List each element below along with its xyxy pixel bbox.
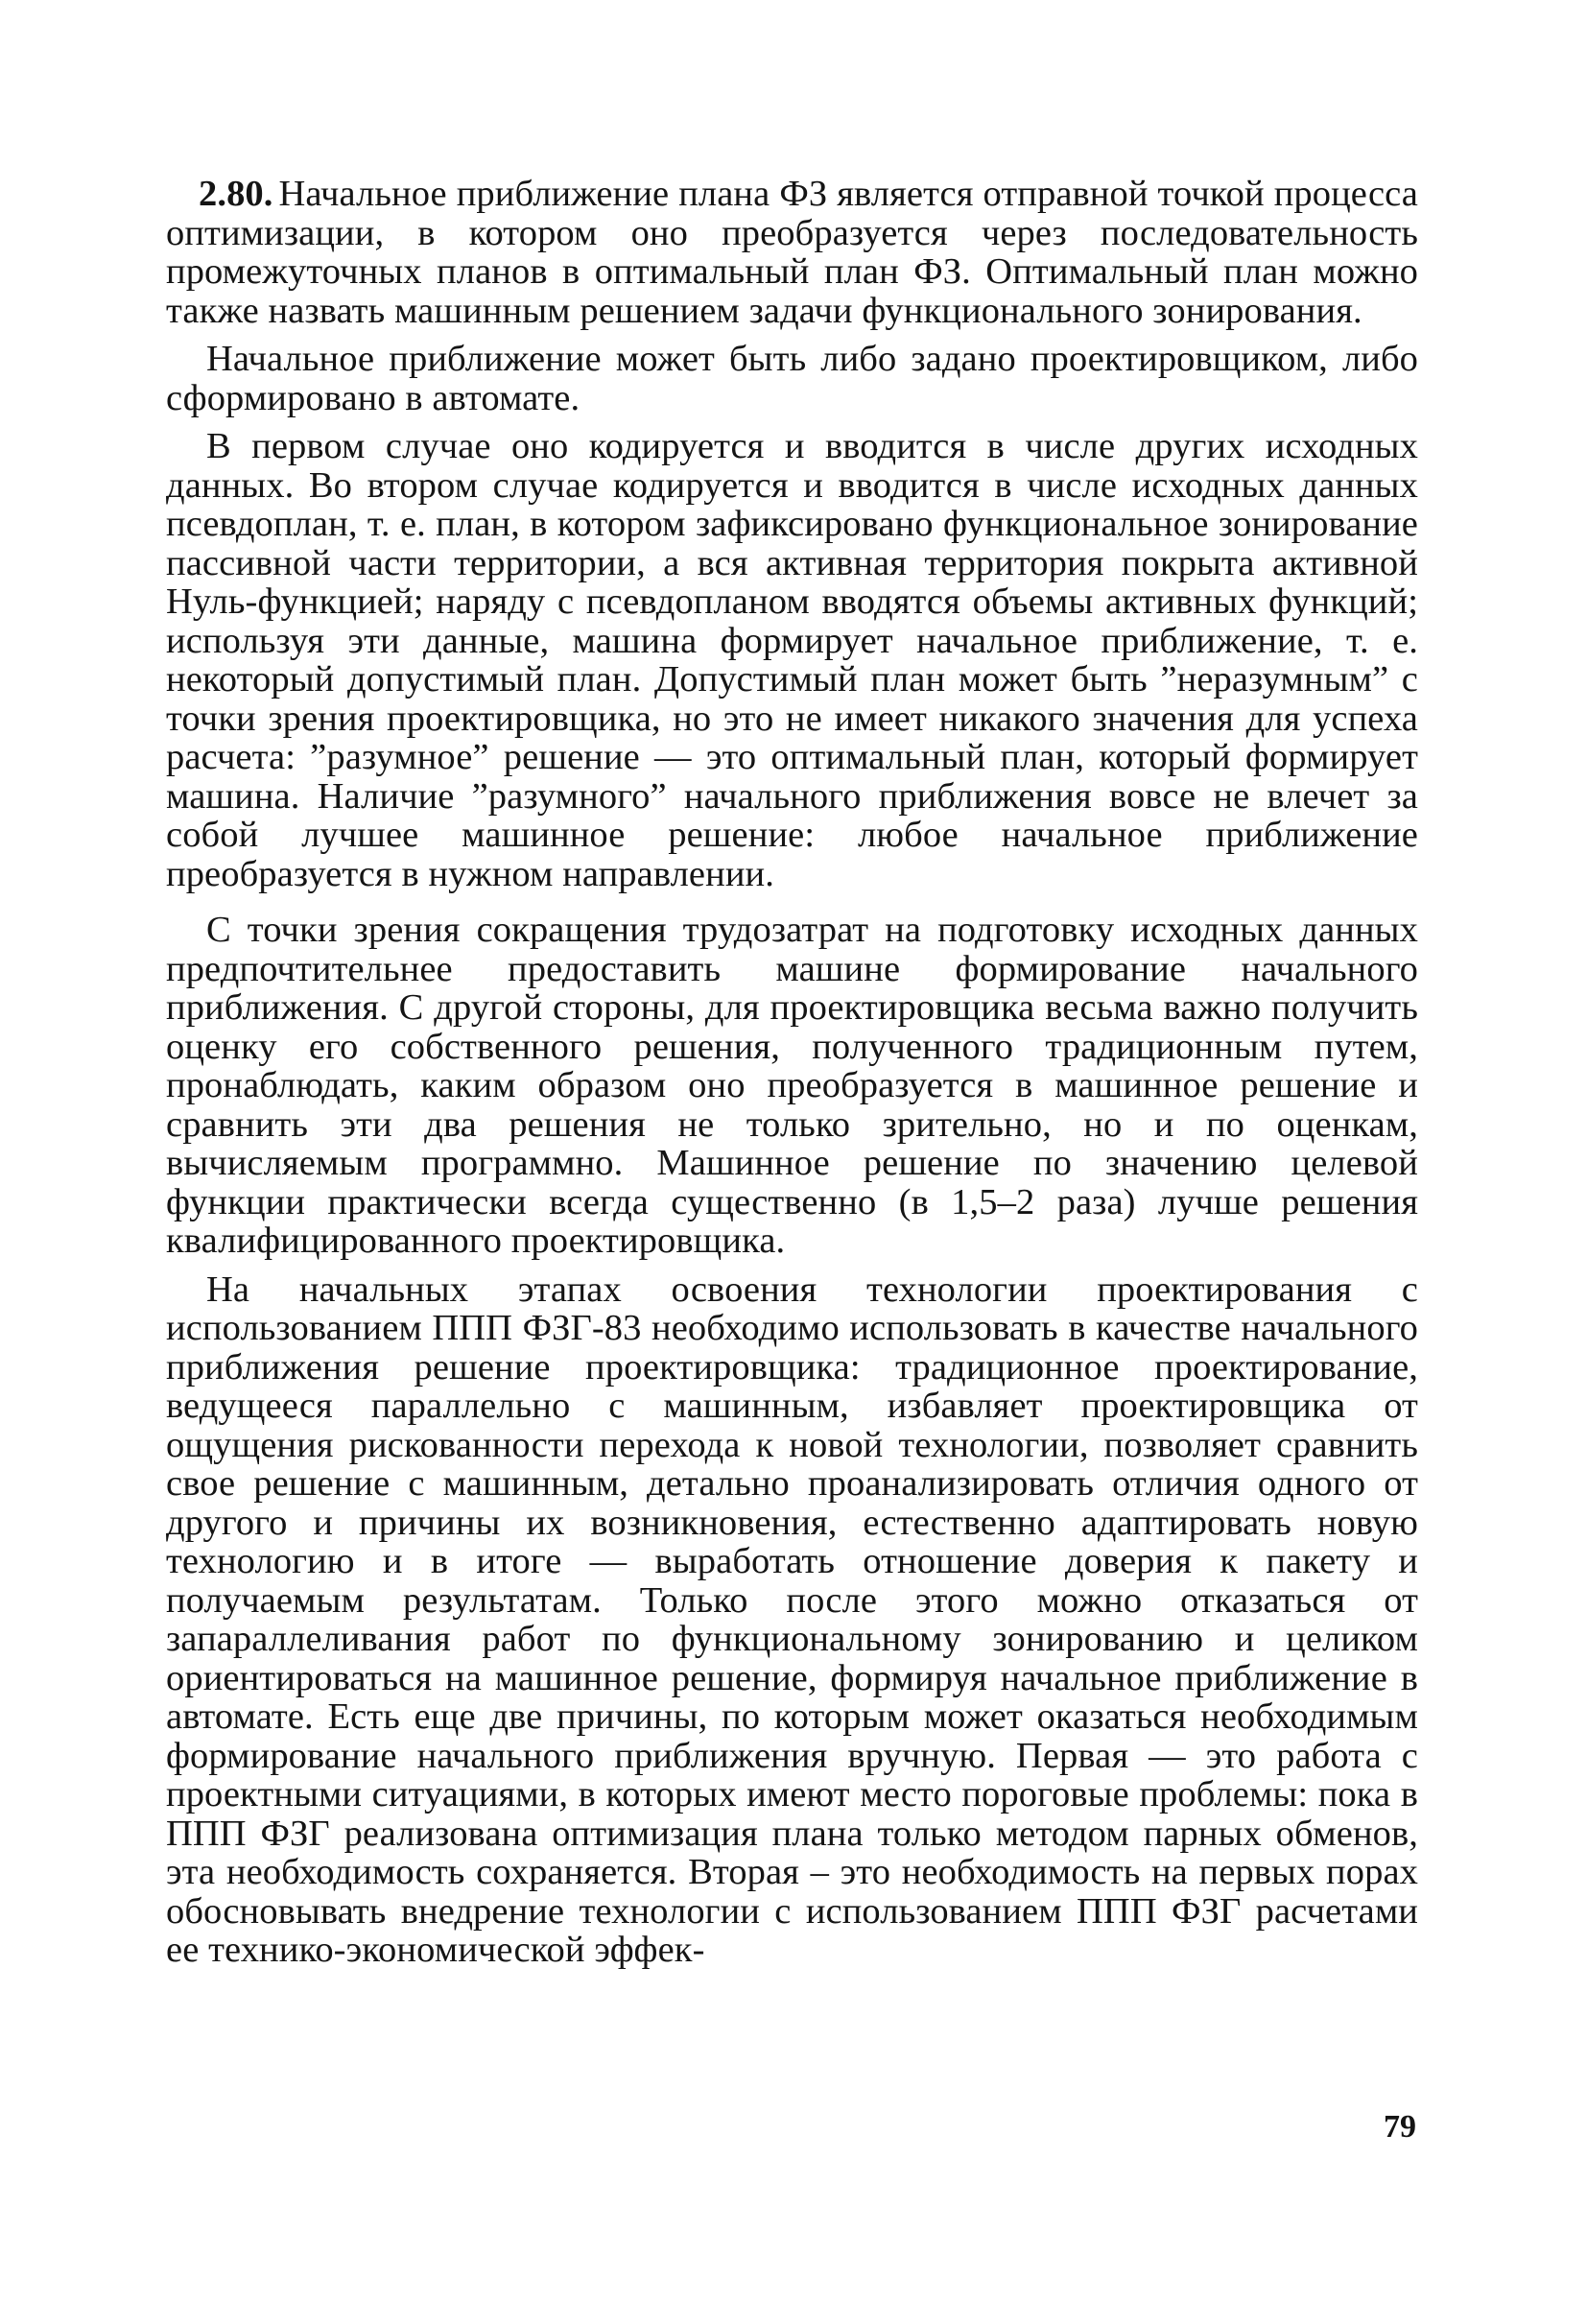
paragraph-3: В первом случае оно кодируется и вводится в числе других исходных данных. Во втором случае кодируется и вводится в числе исходных данных псевдоплан, т. е. план, в котором зафиксировано функциональное зонирование пассивной части территории, а вся активная территория покрыта активной Нуль-функцией; наряду с псевдопланом вводятся объемы активных функций; используя эти данные, машина формирует начальное приближение, т. е. некоторый допустимый план. Допустимый план может быть ”неразумным” с точки зрения проектировщика, но это не имеет никакого значения для успеха расчета: ”разумное” решение — это оптимальный план, который формирует машина. Наличие ”разумного” начального приближения вовсе не влечет за собой лучшее машинное решение: любое начальное приближение преобразуется в нужном направлении. [166,426,1418,894]
paragraph-1 [166,175,1418,330]
page-number: 79 [1384,2109,1416,2145]
paragraph-5: На начальных этапах освоения технологии проектирования с использованием ППП ФЗГ-83 необходимо использовать в качестве начального приближения решение проектировщика: традиционное проектирование, ведущееся параллельно с машинным, избавляет проектировщика от ощущения рискованности перехода к новой технологии, позволяет сравнить свое решение с машинным, детально проанализировать отличия одного от другого и причины их возникновения, естественно адаптировать новую технологию и в итоге — выработать отношение доверия к пакету и получаемым результатам. Только после этого можно отказаться от запараллеливания работ по функциональному зонированию и целиком ориентироваться на машинное решение, формируя начальное приближение в автомате. Есть еще две причины, по которым может оказаться необходимым формирование начального приближения вручную. Первая — это работа с проектными ситуациями, в которых имеют место пороговые проблемы: пока в ППП ФЗГ реализована оптимизация плана только методом парных обменов, эта необходимость сохраняется. Вторая – это необходимость на первых порах обосновывать внедрение технологии с использованием ППП ФЗГ расчетами ее технико-экономической эффек- [166,1269,1418,1970]
paragraph-1-text: Начальное приближение плана ФЗ является отправной точкой процесса оптимизации, в котором оно преобразуется через последовательность промежуточных планов в оптимальный план ФЗ. Оптимальный план можно также назвать машинным решением задачи функционального зонирования. [166,174,1418,331]
page-text-body [166,175,1418,2142]
section-number: 2.80. [199,174,273,214]
paragraph-2: Начальное приближение может быть либо задано проектировщиком, либо сформировано в автомате. [166,339,1418,418]
paragraph-4: С точки зрения сокращения трудозатрат на подготовку исходных данных предпочтительнее предоставить машине формирование начального приближения. С другой стороны, для проектировщика весьма важно получить оценку его собственного решения, полученного традиционным путем, пронаблюдать, каким образом оно преобразуется в машинное решение и сравнить эти два решения не только зрительно, но и по оценкам, вычисляемым программно. Машинное решение по значению целевой функции практически всегда существенно (в 1,5–2 раза) лучше решения квалифицированного проектировщика. [166,910,1418,1261]
